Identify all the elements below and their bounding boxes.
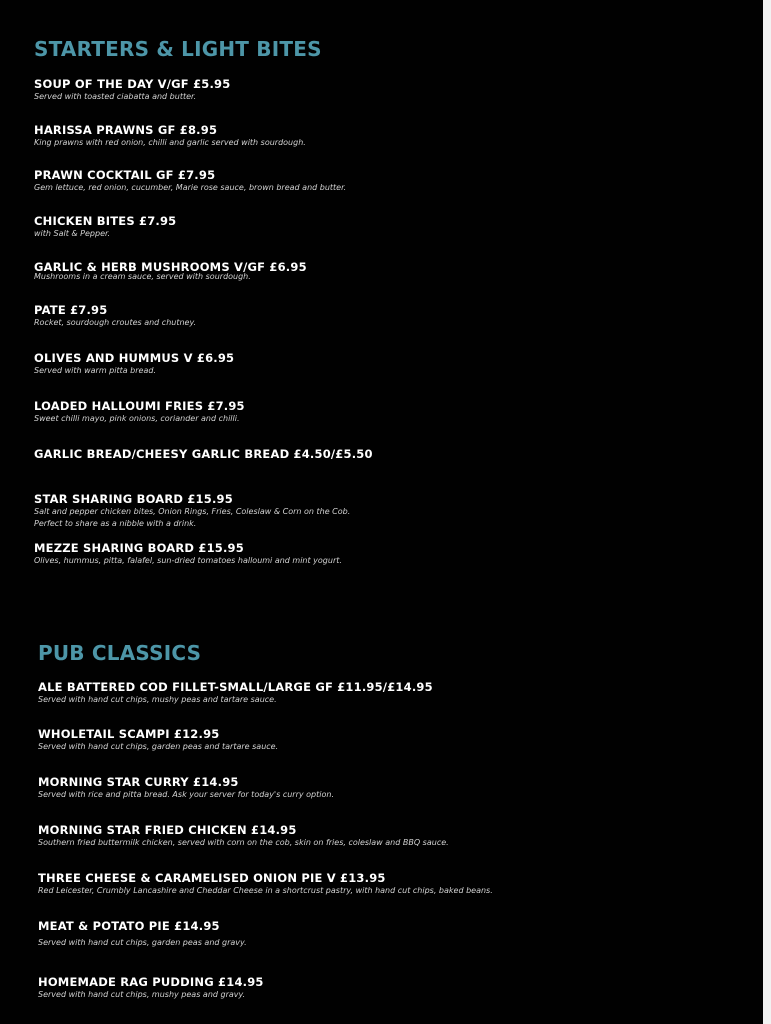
menu-item [34, 77, 230, 103]
menu-item [34, 260, 307, 283]
menu-item [34, 214, 176, 240]
item-description: Salt and pepper chicken bites, Onion Rings, Fries, Coleslaw & Corn on the Cob. Perfect to share as a nibble with a drink. [34, 507, 351, 528]
item-name: MORNING STAR CURRY £14.95 [38, 775, 239, 789]
item-description: Served with hand cut chips, mushy peas and gravy. [38, 990, 246, 999]
item-description: Served with warm pitta bread. [34, 366, 156, 375]
section-heading-pub-classics: PUB CLASSICS [38, 641, 202, 665]
item-name: GARLIC & HERB MUSHROOMS V/GF £6.95 [34, 260, 307, 274]
item-description: King prawns with red onion, chilli and garlic served with sourdough. [34, 138, 306, 147]
page-edge [763, 0, 771, 1024]
item-name: CHICKEN BITES £7.95 [34, 214, 177, 228]
menu-item [34, 351, 234, 377]
menu-item [34, 399, 245, 425]
item-name: MEZZE SHARING BOARD £15.95 [34, 541, 244, 555]
item-description: Gem lettuce, red onion, cucumber, Marie rose sauce, brown bread and butter. [34, 183, 347, 192]
item-name: PATE £7.95 [34, 303, 108, 317]
item-description: Sweet chilli mayo, pink onions, coriander and chilli. [34, 414, 240, 423]
item-description: with Salt & Pepper. [34, 229, 111, 238]
menu-item [38, 823, 449, 849]
item-description: Served with hand cut chips, mushy peas and tartare sauce. [38, 695, 277, 704]
item-description: Served with toasted ciabatta and butter. [34, 92, 197, 101]
item-description: Red Leicester, Crumbly Lancashire and Cheddar Cheese in a shortcrust pastry, with hand cut chips, baked beans. [38, 886, 493, 895]
item-name: THREE CHEESE & CARAMELISED ONION PIE V £13.95 [38, 871, 386, 885]
menu-item [34, 492, 350, 530]
item-name: HOMEMADE RAG PUDDING £14.95 [38, 975, 264, 989]
menu-item [34, 447, 373, 461]
item-description: Served with rice and pitta bread. Ask your server for today's curry option. [38, 790, 335, 799]
item-description: Mushrooms in a cream sauce, served with sourdough. [34, 272, 251, 281]
menu-item [38, 919, 247, 949]
item-description: Served with hand cut chips, garden peas and gravy. [38, 938, 247, 947]
item-name: LOADED HALLOUMI FRIES £7.95 [34, 399, 245, 413]
item-description: Olives, hummus, pitta, falafel, sun-dried tomatoes halloumi and mint yogurt. [34, 556, 342, 565]
item-name: SOUP OF THE DAY V/GF £5.95 [34, 77, 231, 91]
menu-item [38, 680, 433, 706]
item-name: MEAT & POTATO PIE £14.95 [38, 919, 220, 933]
menu-item [38, 871, 493, 897]
item-name: STAR SHARING BOARD £15.95 [34, 492, 233, 506]
menu-item [38, 975, 264, 1001]
menu-item [34, 541, 342, 567]
item-name: HARISSA PRAWNS GF £8.95 [34, 123, 218, 137]
item-name: OLIVES AND HUMMUS V £6.95 [34, 351, 235, 365]
menu-item [34, 303, 196, 329]
menu-item [34, 123, 306, 149]
item-name: MORNING STAR FRIED CHICKEN £14.95 [38, 823, 297, 837]
menu-item [34, 168, 346, 194]
item-description: Rocket, sourdough croutes and chutney. [34, 318, 197, 327]
menu-item [38, 727, 278, 753]
item-name: GARLIC BREAD/CHEESY GARLIC BREAD £4.50/£5.50 [34, 447, 373, 461]
menu-item [38, 775, 334, 801]
item-name: WHOLETAIL SCAMPI £12.95 [38, 727, 220, 741]
item-name: PRAWN COCKTAIL GF £7.95 [34, 168, 216, 182]
item-description: Served with hand cut chips, garden peas and tartare sauce. [38, 742, 279, 751]
item-description: Southern fried buttermilk chicken, served with corn on the cob, skin on fries, coleslaw and BBQ sauce. [38, 838, 449, 847]
section-heading-starters: STARTERS & LIGHT BITES [34, 37, 322, 61]
item-name: ALE BATTERED COD FILLET-SMALL/LARGE GF £11.95/£14.95 [38, 680, 433, 694]
